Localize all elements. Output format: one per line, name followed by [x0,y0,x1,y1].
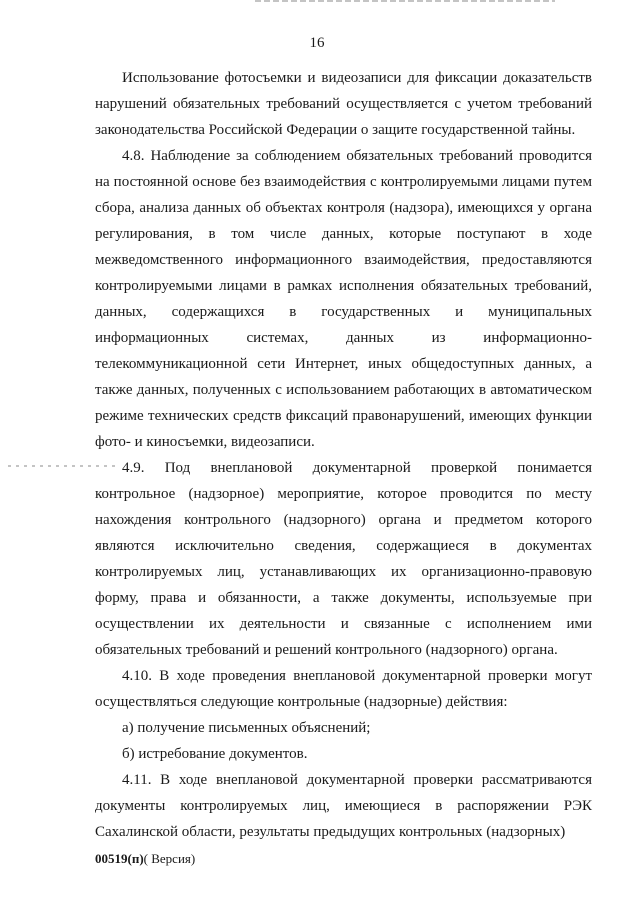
scan-artifact-dots [8,465,118,467]
paragraph-photo-video: Использование фотосъемки и видеозаписи для фиксации доказательств нарушений обязательных требований осуществляется с учетом требований законодательства Российской Федерации о защите государственной тайны. [95,70,592,138]
list-item-b: б) истребование документов. [122,746,308,762]
paragraph-4-11: 4.11. В ходе внеплановой документарной проверки рассматриваются документы контролируемых лиц, имеющиеся в распоряжении РЭК Сахалинской области, результаты предыдущих контрольных (надзорных) [95,772,592,840]
paragraph-4-8: 4.8. Наблюдение за соблюдением обязательных требований проводится на постоянной основе без взаимодействия с контролируемыми лицами путем сбора, анализа данных об объектах контроля (надзора), имеющихся у органа регулирования, в том числе данных, которые поступают в ходе межведомственного информационного взаимодействия, предоставляются контролируемыми лицами в рамках исполнения обязательных требований, данных, содержащихся в государственных и муниципальных информационных системах, данных из информационно-телекоммуникационной сети Интернет, иных общедоступных данных, а также данных, полученных с использованием работающих в автоматическом режиме технических средств фиксаций правонарушений, имеющих функции фото- и киносъемки, видеозаписи. [95,148,592,450]
scan-artifact [255,0,555,2]
paragraph-4-9: 4.9. Под внеплановой документарной проверкой понимается контрольное (надзорное) мероприятие, которое проводится по месту нахождения контрольного (надзорного) органа и предметом которого являются исключительно сведения, содержащиеся в документах контролируемых лиц, устанавливающих их организационно-правовую форму, права и обязанности, а также документы, используемые при осуществлении их деятельности и связанные с исполнением ими обязательных требований и решений контрольного (надзорного) органа. [95,460,592,658]
document-body [95,65,592,845]
document-code: 00519(п) [95,851,144,866]
paragraph-4-10: 4.10. В ходе проведения внеплановой документарной проверки могут осуществляться следующие контрольные (надзорные) действия: [95,668,592,710]
list-item-a: а) получение письменных объяснений; [122,720,371,736]
footer [95,851,195,867]
page-number: 16 [309,35,325,51]
document-version: ( Версия) [143,851,196,866]
